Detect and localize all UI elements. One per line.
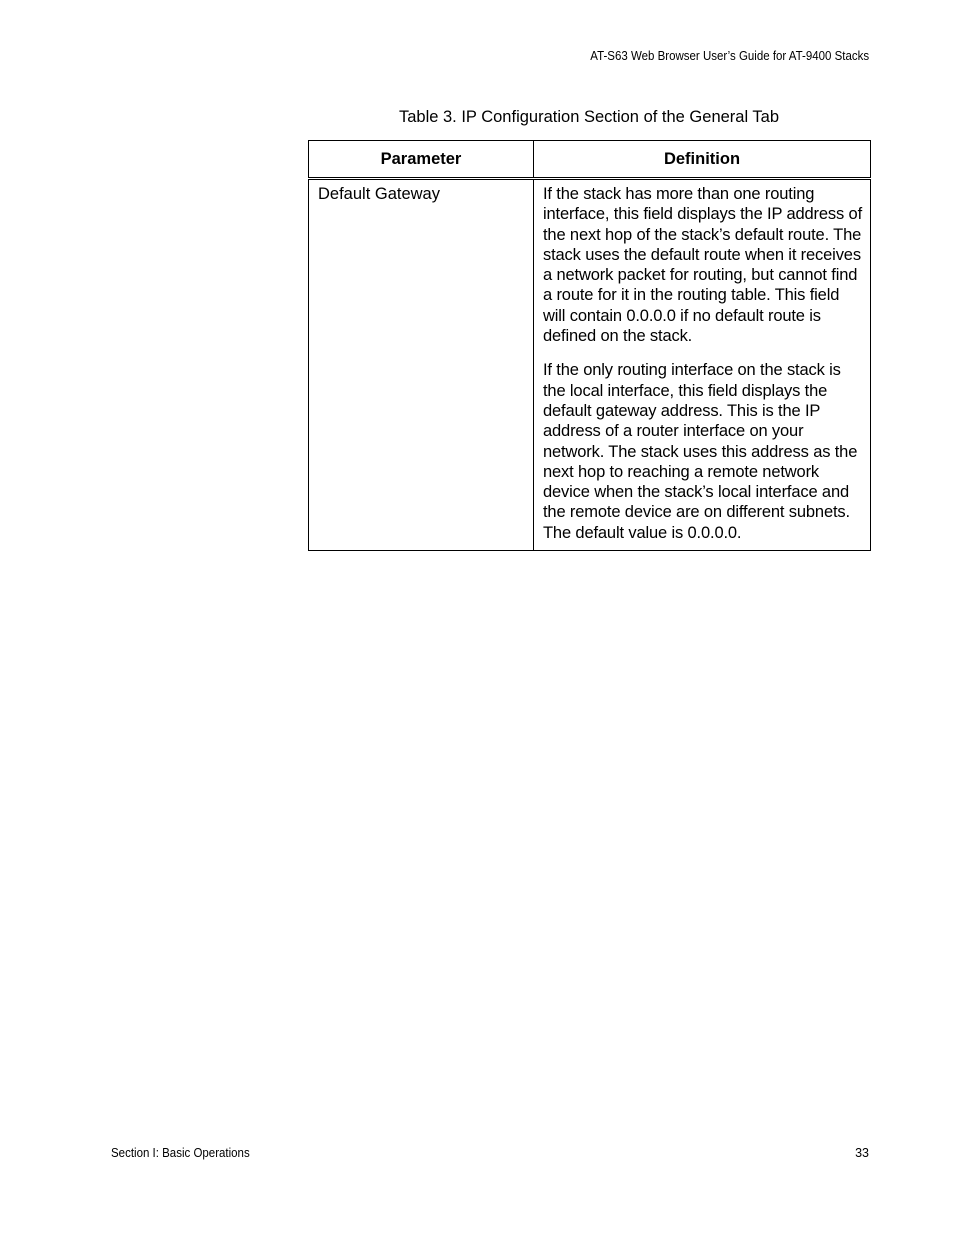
page-number: 33	[855, 1146, 869, 1160]
definition-cell	[534, 179, 871, 551]
table-caption: Table 3. IP Configuration Section of the General Tab	[398, 108, 780, 126]
column-header-definition: Definition	[534, 141, 871, 179]
definition-paragraph: If the only routing interface on the stack is the local interface, this field displays the default gateway address. This is the IP address of a router interface on your network. The stack uses this address as the next hop to reaching a remote network device when the stack’s local interface and the remote device are on different subnets. The default value is 0.0.0.0.	[543, 361, 858, 542]
parameter-cell: Default Gateway	[309, 179, 534, 551]
definition-paragraph: If the stack has more than one routing interface, this field displays the IP address of the next hop of the stack’s default route. The stack uses the default route when it receives a network packet for routing, but cannot find a route for it in the routing table. This field will contain 0.0.0.0 if no default route is defined on the stack.	[543, 185, 863, 346]
column-header-parameter: Parameter	[309, 141, 534, 179]
table-header-row	[309, 141, 871, 179]
running-header: AT-S63 Web Browser User’s Guide for AT-9400 Stacks	[590, 49, 869, 63]
footer-section-title: Section I: Basic Operations	[111, 1146, 250, 1160]
parameter-table	[308, 140, 871, 551]
table-row	[309, 179, 871, 551]
